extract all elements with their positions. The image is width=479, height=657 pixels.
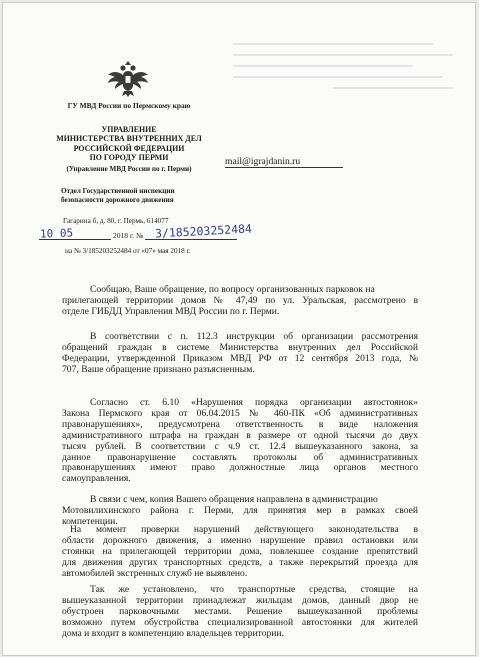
text-line: административного штрафа на граждан в размере от одной тысячи до двух — [62, 430, 418, 441]
paragraph-6 — [62, 585, 418, 640]
text-line: Федерации, утвержденной Приказом МВД РФ от 12 сентября 2013 года, № — [62, 353, 418, 364]
paragraph-2 — [62, 332, 418, 376]
text-line: В связи с чем, копия Вашего обращения направлена в администрацию — [90, 495, 378, 505]
department-abbreviation: (Управление МВД России по г. Перми) — [66, 165, 192, 173]
subdivision-line: Отдел Государственной инспекции — [61, 187, 175, 195]
text-line: отделе ГИБДД Управления МВД России по г. Перми. — [62, 306, 280, 317]
recipient-email[interactable]: mail@igrajdanin.ru — [225, 156, 301, 167]
department-line: РОССИЙСКОЙ ФЕДЕРАЦИИ — [73, 143, 185, 153]
double-headed-eagle-emblem-icon — [107, 61, 149, 97]
date-printed-suffix: 2018 г. № — [112, 231, 144, 240]
text-line: компетенции. — [62, 516, 118, 527]
paragraph-3 — [62, 398, 418, 485]
text-line: Мотовилихинского района г. Перми, для принятия мер в рамках своей — [62, 505, 418, 516]
subdivision-name — [61, 187, 175, 205]
text-line: правонарушениях имеют право должностные лица органов местного — [62, 463, 418, 474]
sender-address: Гагарина б, д. 80, г. Пермь, 614077 — [63, 217, 169, 225]
department-line: ПО ГОРОДУ ПЕРМИ — [89, 153, 169, 163]
handwritten-outgoing-number: 3/185203252484 — [154, 221, 253, 241]
letter-page — [2, 2, 476, 656]
text-line: возможно путем обустройства специализированной автостоянки для жителей — [62, 617, 418, 628]
reference-line: на № 3/185203252484 от «07» мая 2018 г. — [65, 247, 191, 255]
date-blank — [39, 231, 111, 240]
text-line: автомобилей экстренных служб не выявлено. — [62, 568, 248, 579]
paragraph-4 — [62, 495, 418, 528]
ministry-name: ГУ МВД России по Пермскому краю — [67, 101, 191, 110]
paragraph-5 — [62, 525, 418, 580]
email-underline — [225, 167, 343, 168]
text-line: области дорожного движения, а именно нарушение правил остановки или — [62, 535, 418, 546]
text-line: тысяч рублей. В соответствии с ч.9 ст. 12.4 вышеуказанного закона, за — [62, 441, 418, 452]
text-line: стоянки на прилегающей территории дома, повлекшее создание препятствий — [62, 546, 418, 557]
handwritten-date: 10 05 — [39, 226, 74, 241]
text-line: 707, Ваше обращение признано разъясненным. — [62, 364, 255, 375]
text-line: обустроен парковочными местами. Решение вышеуказанной проблемы — [62, 606, 418, 617]
text-line: Так же установлено, что транспортные средства, стоящие на — [90, 585, 418, 595]
text-line: правонарушениях», предусмотрена ответственность в виде наложения — [62, 419, 418, 430]
department-name — [37, 125, 221, 163]
subdivision-line: безопасности дорожного движения — [61, 196, 174, 205]
text-line: Согласно ст. 6.10 «Нарушения порядка организации автостоянок» — [90, 398, 418, 408]
text-line: Закона Пермского края от 06.04.2015 № 460-ПК «Об административных — [62, 408, 418, 419]
text-line: вышеуказанной территории принадлежат жильцам домов, данный двор не — [62, 595, 418, 606]
text-line: для движения других транспортных средств, а также перекрытий проезда для — [62, 557, 418, 568]
department-line: УПРАВЛЕНИЕ — [101, 125, 157, 134]
text-line: данное правонарушение составлять протоколы об административных — [62, 452, 418, 463]
text-line: Сообщаю, Ваше обращение, по вопросу организованных парковок на — [90, 285, 375, 295]
paragraph-1 — [62, 285, 418, 318]
text-line: дома и входит в компетенцию владельцев территории. — [62, 628, 284, 639]
department-line: МИНИСТЕРСТВА ВНУТРЕННИХ ДЕЛ — [56, 134, 202, 144]
text-line: самоуправления. — [62, 474, 131, 485]
bleed-through-text — [233, 43, 463, 98]
text-line: обращений граждан в системе Министерства внутренних дел Российской — [62, 342, 418, 353]
text-line: прилегающей территории домов № 47,49 по ул. Уральская, рассмотрено в — [62, 295, 418, 306]
text-line: На момент проверки нарушений действующего законодательства в — [70, 525, 418, 535]
text-line: В соответствии с п. 112.3 инструкции об организации рассмотрения — [90, 332, 418, 342]
